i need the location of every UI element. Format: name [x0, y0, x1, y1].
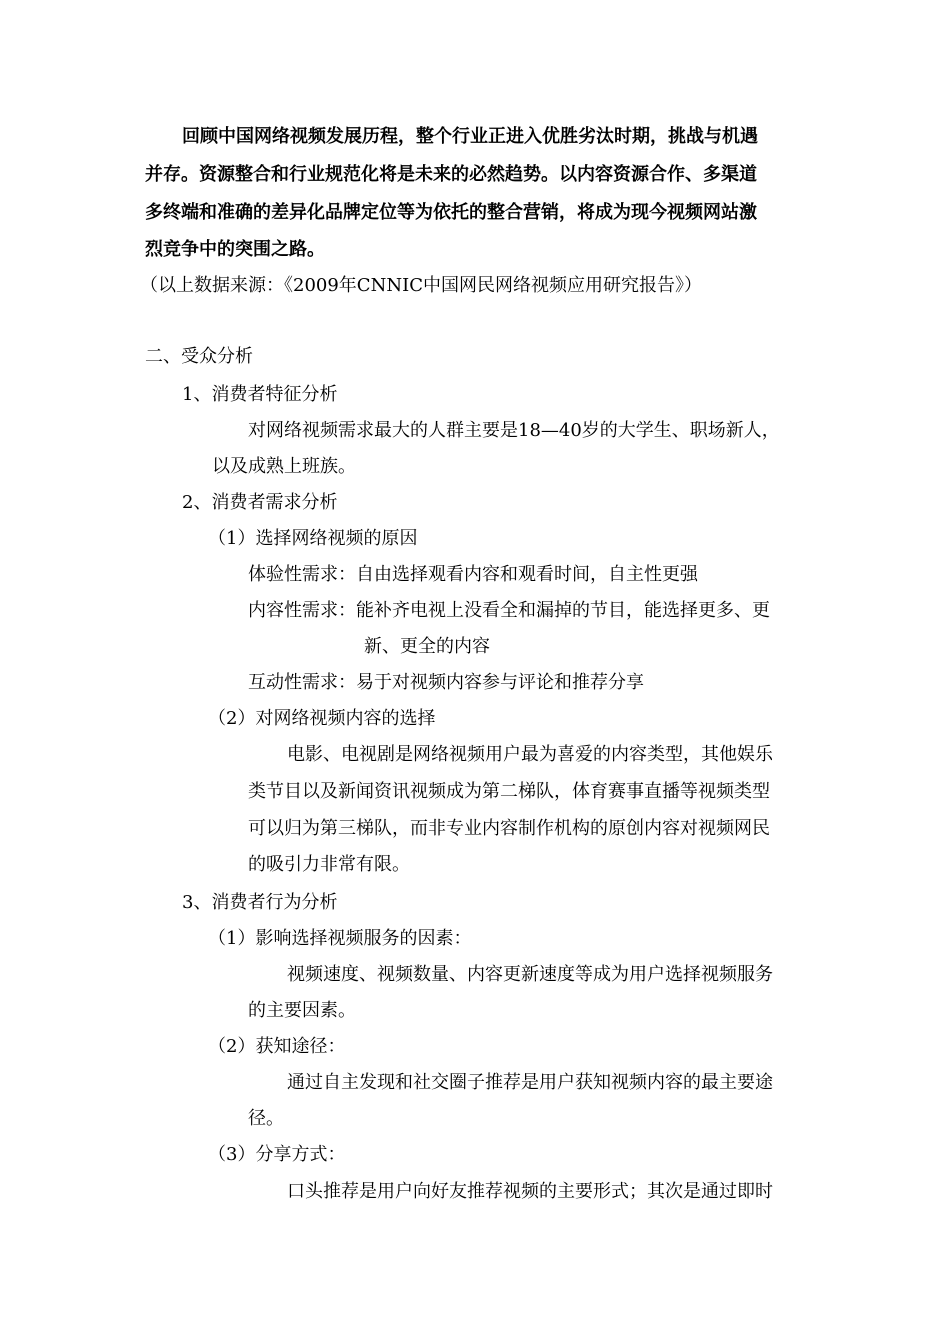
item-title-factors: （1）影响选择视频服务的因素： — [208, 928, 472, 949]
item-title-discovery: （2）获知途径： — [208, 1036, 346, 1057]
item-title-content-choice: （2）对网络视频内容的选择 — [208, 708, 436, 729]
section-title-audience-analysis: 二、受众分析 — [145, 346, 253, 367]
list-item: 体验性需求：自由选择观看内容和观看时间，自主性更强 — [248, 564, 698, 585]
paragraph-line: 的吸引力非常有限。 — [248, 854, 410, 875]
paragraph-line: 径。 — [248, 1108, 284, 1129]
subsection-title-consumer-behavior: 3、消费者行为分析 — [182, 892, 338, 913]
subsection-title-consumer-characteristics: 1、消费者特征分析 — [182, 384, 338, 405]
intro-line-4: 烈竞争中的突围之路。 — [145, 239, 325, 260]
data-source-note: （以上数据来源：《2009年CNNIC中国网民网络视频应用研究报告》） — [140, 275, 702, 296]
intro-line-2: 并存。资源整合和行业规范化将是未来的必然趋势。以内容资源合作、多渠道 — [145, 164, 757, 185]
list-item-continuation: 新、更全的内容 — [364, 636, 490, 657]
list-item: 互动性需求：易于对视频内容参与评论和推荐分享 — [248, 672, 644, 693]
intro-line-1: 回顾中国网络视频发展历程，整个行业正进入优胜劣汰时期，挑战与机遇 — [182, 126, 758, 147]
paragraph-line: 对网络视频需求最大的人群主要是18—40岁的大学生、职场新人， — [248, 420, 780, 441]
paragraph-line: 类节目以及新闻资讯视频成为第二梯队，体育赛事直播等视频类型 — [248, 781, 770, 802]
paragraph-line: 视频速度、视频数量、内容更新速度等成为用户选择视频服务 — [287, 964, 773, 985]
paragraph-line: 口头推荐是用户向好友推荐视频的主要形式；其次是通过即时 — [287, 1181, 773, 1202]
item-title-sharing: （3）分享方式： — [208, 1144, 346, 1165]
paragraph-line: 电影、电视剧是网络视频用户最为喜爱的内容类型，其他娱乐 — [287, 744, 773, 765]
list-item: 内容性需求：能补齐电视上没看全和漏掉的节目，能选择更多、更 — [248, 600, 770, 621]
paragraph-line: 的主要因素。 — [248, 1000, 356, 1021]
paragraph-line: 通过自主发现和社交圈子推荐是用户获知视频内容的最主要途 — [287, 1072, 773, 1093]
subsection-title-consumer-needs: 2、消费者需求分析 — [182, 492, 338, 513]
paragraph-line: 以及成熟上班族。 — [212, 456, 356, 477]
paragraph-line: 可以归为第三梯队，而非专业内容制作机构的原创内容对视频网民 — [248, 818, 770, 839]
item-title-reasons: （1）选择网络视频的原因 — [208, 528, 418, 549]
intro-line-3: 多终端和准确的差异化品牌定位等为依托的整合营销，将成为现今视频网站激 — [145, 202, 757, 223]
